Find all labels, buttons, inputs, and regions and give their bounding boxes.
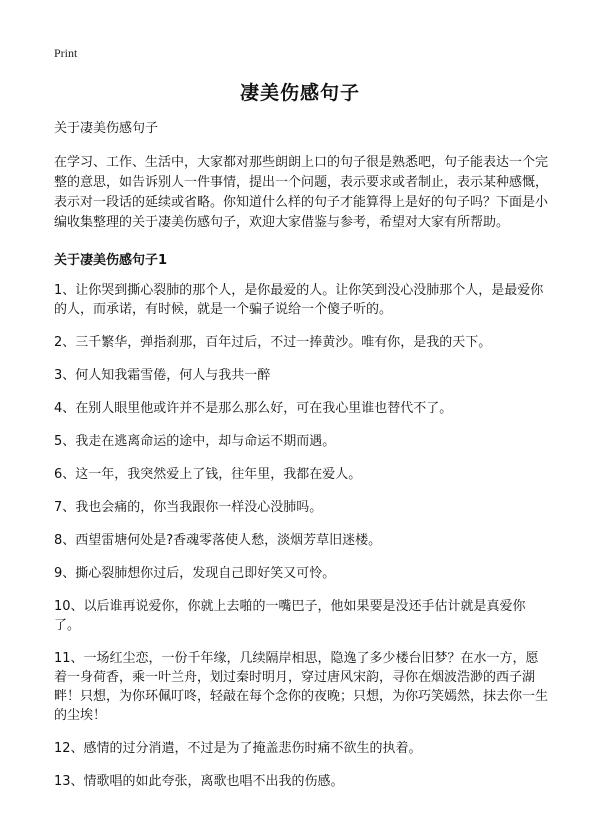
sentence-list bbox=[54, 281, 550, 791]
sentence-item: 4、在别人眼里他或许并不是那么那么好，可在我心里谁也替代不了。 bbox=[54, 401, 453, 416]
sentence-item: 1、让你哭到撕心裂肺的那个人，是你最爱的人。让你笑到没心没肺那个人，是最爱你的人，而承诺，有时候，就是一个骗子说给一个傻子听的。 bbox=[54, 283, 544, 317]
sentence-item: 13、情歌唱的如此夸张，离歌也唱不出我的伤感。 bbox=[54, 774, 344, 789]
sentence-item: 9、撕心裂肺想你过后，发现自己即好笑又可怜。 bbox=[54, 566, 336, 581]
intro-paragraph: 在学习、工作、生活中，大家都对那些朗朗上口的句子很是熟悉吧，句子能表达一个完整的意思，如告诉别人一件事情，提出一个问题，表示要求或者制止，表示某种感慨，表示对一段话的延续或省略。你知道什么样的句子才能算得上是好的句子吗？下面是小编收集整理的关于凄美伤感句子，欢迎大家借鉴与参考，希望对大家有所帮助。 bbox=[54, 155, 549, 230]
sentence-item: 7、我也会痛的，你当我跟你一样没心没肺吗。 bbox=[54, 500, 323, 515]
sentence-item: 10、以后谁再说爱你，你就上去啪的一嘴巴子，他如果要是没还手估计就是真爱你了。 bbox=[54, 599, 526, 633]
section-heading: 关于凄美伤感句子1 bbox=[54, 253, 168, 268]
sentence-item: 5、我走在逃离命运的途中，却与命运不期而遇。 bbox=[54, 434, 336, 449]
print-link[interactable]: Print bbox=[54, 46, 78, 60]
article-subtitle: 关于凄美伤感句子 bbox=[54, 121, 159, 136]
article-body bbox=[54, 119, 550, 805]
sentence-item: 3、何人知我霜雪倦，何人与我共一醉 bbox=[54, 368, 271, 383]
document-title: 凄美伤感句子 bbox=[239, 82, 360, 104]
sentence-item: 11、一场红尘恋，一份千年缘，几续隔岸相思，隐逸了多少楼台旧梦？在水一方，愿着一身荷香，乘一叶兰舟，划过秦时明月，穿过唐风宋韵，寻你在烟波浩渺的西子湖畔！只想，为你环佩叮咚，轻敲在每个念你的夜晚；只想，为你巧笑嫣然，抹去你一生的尘埃！ bbox=[54, 651, 549, 723]
sentence-item: 12、感情的过分消遣，不过是为了掩盖悲伤时痛不欲生的执着。 bbox=[54, 741, 422, 756]
sentence-item: 6、这一年，我突然爱上了钱，往年里，我都在爱人。 bbox=[54, 467, 362, 482]
sentence-item: 2、三千繁华，弹指刹那，百年过后，不过一捧黄沙。唯有你，是我的天下。 bbox=[54, 335, 492, 350]
sentence-item: 8、西望雷塘何处是?香魂零落使人愁，淡烟芳草旧迷楼。 bbox=[54, 533, 382, 548]
